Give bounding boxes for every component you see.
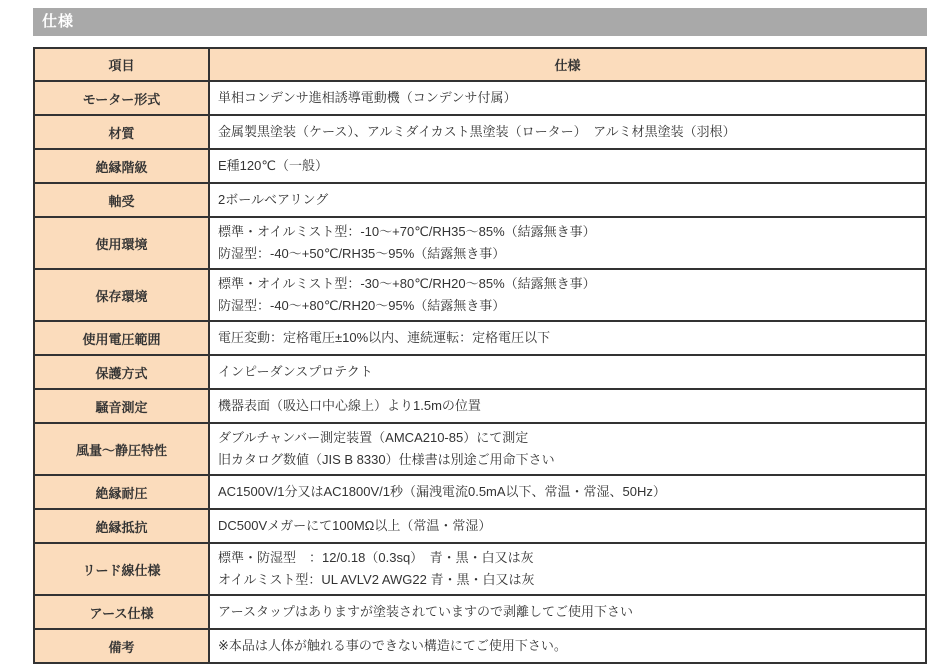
table-row bbox=[34, 115, 926, 149]
spec-value-cell bbox=[209, 475, 926, 509]
spec-value-line: インピーダンスプロテクト bbox=[218, 364, 373, 379]
spec-value-line: DC500Vメガーにて100MΩ以上（常温・常湿） bbox=[218, 518, 492, 533]
spec-value-cell bbox=[209, 595, 926, 629]
spec-item-label: 騒音測定 bbox=[34, 389, 209, 423]
spec-item-label: 備考 bbox=[34, 629, 209, 663]
table-row bbox=[34, 269, 926, 321]
spec-value-cell bbox=[209, 115, 926, 149]
spec-value-line: ダブルチャンバー測定装置（AMCA210-85）にて測定 bbox=[218, 430, 529, 445]
spec-value-cell bbox=[209, 355, 926, 389]
spec-item-label: 軸受 bbox=[34, 183, 209, 217]
spec-item-label: 使用環境 bbox=[34, 217, 209, 269]
spec-value-line: 機器表面（吸込口中心線上）より1.5mの位置 bbox=[218, 398, 481, 413]
table-row bbox=[34, 629, 926, 663]
spec-value-line: 旧カタログ数値（JIS B 8330）仕様書は別途ご用命下さい bbox=[218, 452, 555, 467]
table-row bbox=[34, 217, 926, 269]
spec-value-cell bbox=[209, 81, 926, 115]
table-row bbox=[34, 355, 926, 389]
spec-value-cell bbox=[209, 629, 926, 663]
column-header-item: 項目 bbox=[34, 48, 209, 81]
spec-item-label: 保護方式 bbox=[34, 355, 209, 389]
spec-table bbox=[33, 47, 927, 664]
spec-item-label: 使用電圧範囲 bbox=[34, 321, 209, 355]
spec-value-line: AC1500V/1分又はAC1800V/1秒（漏洩電流0.5mA以下、常温・常湿、50Hz） bbox=[218, 484, 666, 499]
spec-value-cell bbox=[209, 269, 926, 321]
spec-value-cell bbox=[209, 423, 926, 475]
table-header-row bbox=[34, 48, 926, 81]
spec-item-label: 絶縁階級 bbox=[34, 149, 209, 183]
spec-value-line: オイルミスト型：UL AVLV2 AWG22 青・黒・白又は灰 bbox=[218, 572, 535, 587]
spec-item-label: 絶縁抵抗 bbox=[34, 509, 209, 543]
spec-table-body bbox=[34, 81, 926, 663]
spec-item-label: 材質 bbox=[34, 115, 209, 149]
spec-item-label: モーター形式 bbox=[34, 81, 209, 115]
spec-value-line: 防湿型：-40～+50℃/RH35～95%（結露無き事） bbox=[218, 246, 506, 261]
spec-value-cell bbox=[209, 149, 926, 183]
spec-value-line: 標準・防湿型 ：12/0.18（0.3sq） 青・黒・白又は灰 bbox=[218, 550, 534, 565]
table-row bbox=[34, 509, 926, 543]
column-header-spec: 仕様 bbox=[209, 48, 926, 81]
spec-value-cell bbox=[209, 389, 926, 423]
table-row bbox=[34, 595, 926, 629]
spec-value-line: 電圧変動：定格電圧±10%以内、連続運転：定格電圧以下 bbox=[218, 330, 551, 345]
spec-value-line: 標準・オイルミスト型：-10～+70℃/RH35～85%（結露無き事） bbox=[218, 224, 596, 239]
spec-item-label: アース仕様 bbox=[34, 595, 209, 629]
spec-item-label: 風量～静圧特性 bbox=[34, 423, 209, 475]
spec-item-label: 絶縁耐圧 bbox=[34, 475, 209, 509]
table-row bbox=[34, 321, 926, 355]
table-row bbox=[34, 475, 926, 509]
spec-value-line: E種120℃（一般） bbox=[218, 158, 328, 173]
spec-value-cell bbox=[209, 543, 926, 595]
spec-value-line: 2ボールベアリング bbox=[218, 192, 329, 207]
spec-value-line: アースタップはありますが塗装されていますので剥離してご使用下さい bbox=[218, 604, 633, 619]
table-row bbox=[34, 423, 926, 475]
section-title-bar bbox=[33, 8, 927, 36]
spec-value-cell bbox=[209, 509, 926, 543]
table-row bbox=[34, 543, 926, 595]
table-row bbox=[34, 183, 926, 217]
spec-value-line: 金属製黒塗装（ケース）、アルミダイカスト黒塗装（ローター） アルミ材黒塗装（羽根） bbox=[218, 124, 736, 139]
spec-value-line: 単相コンデンサ進相誘導電動機（コンデンサ付属） bbox=[218, 90, 517, 105]
section-title: 仕様 bbox=[42, 13, 75, 30]
spec-item-label: リード線仕様 bbox=[34, 543, 209, 595]
spec-value-cell bbox=[209, 217, 926, 269]
spec-item-label: 保存環境 bbox=[34, 269, 209, 321]
spec-value-cell bbox=[209, 183, 926, 217]
table-row bbox=[34, 81, 926, 115]
spec-value-line: 標準・オイルミスト型：-30～+80℃/RH20～85%（結露無き事） bbox=[218, 276, 596, 291]
table-row bbox=[34, 149, 926, 183]
spec-value-line: ※本品は人体が触れる事のできない構造にてご使用下さい。 bbox=[218, 638, 567, 653]
table-row bbox=[34, 389, 926, 423]
spec-value-cell bbox=[209, 321, 926, 355]
spec-value-line: 防湿型：-40～+80℃/RH20～95%（結露無き事） bbox=[218, 298, 506, 313]
